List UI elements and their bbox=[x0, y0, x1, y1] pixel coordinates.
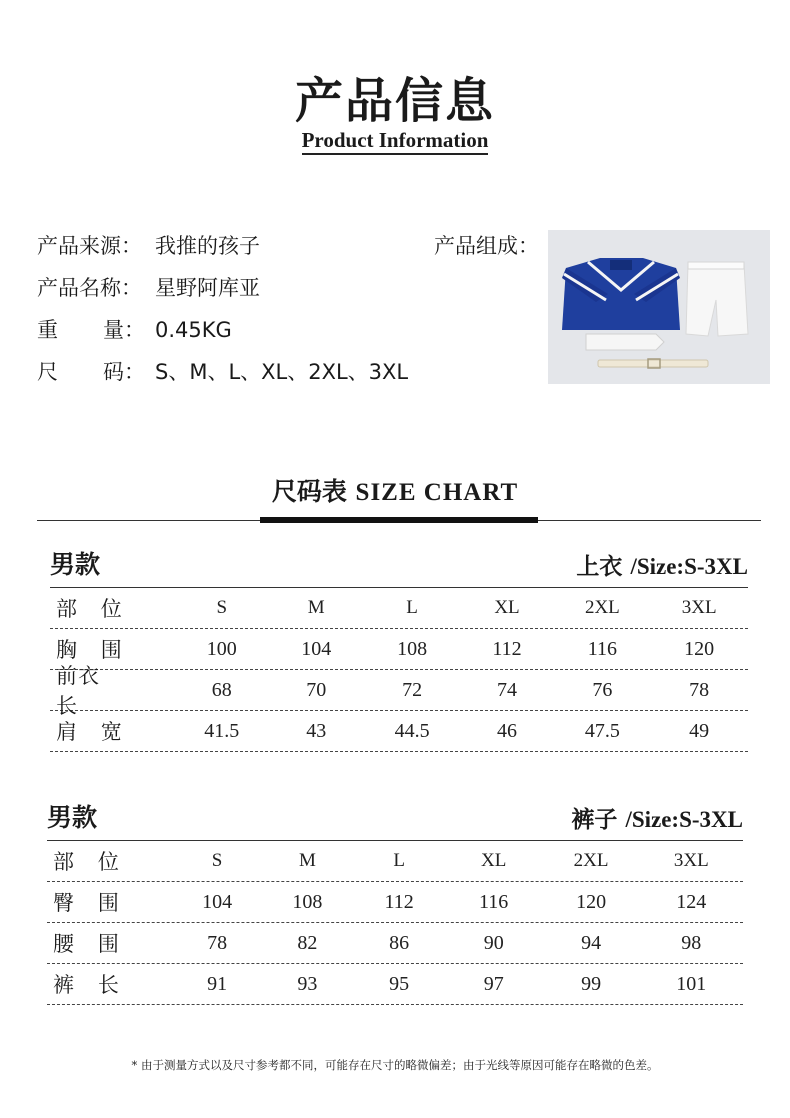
uniform-pants-shape bbox=[686, 264, 748, 336]
cell: 74 bbox=[496, 678, 517, 701]
cell: 112 bbox=[492, 637, 522, 660]
row-label bbox=[47, 846, 119, 876]
cell: 76 bbox=[592, 678, 613, 701]
row-label-b: 围 bbox=[97, 891, 119, 915]
table-row bbox=[50, 629, 748, 670]
info-weight-value: 0.45KG bbox=[155, 318, 232, 342]
size-header: S bbox=[216, 597, 228, 618]
cell: 112 bbox=[384, 890, 414, 913]
cell: 70 bbox=[306, 678, 327, 701]
pants-table-gender: 男款 bbox=[47, 803, 98, 832]
top-table-gender: 男款 bbox=[50, 550, 101, 579]
pants-table-range: /Size:S-3XL bbox=[625, 807, 743, 832]
top-table-category: 上衣 bbox=[576, 553, 623, 580]
row-label-a: 肩 bbox=[56, 720, 77, 744]
cell: 94 bbox=[581, 931, 602, 954]
info-size-label-b: 码： bbox=[103, 360, 145, 384]
row-label bbox=[47, 928, 119, 958]
row-label bbox=[47, 887, 119, 917]
info-source-row bbox=[37, 230, 260, 260]
page-subtitle-text: Product Information bbox=[302, 128, 489, 155]
cell: 78 bbox=[207, 931, 228, 954]
cell: 124 bbox=[676, 890, 707, 913]
cell: 120 bbox=[684, 637, 715, 660]
divider-thick bbox=[260, 517, 538, 523]
row-label: 前衣长 bbox=[56, 664, 100, 718]
row-label-b: 长 bbox=[97, 973, 119, 997]
cell: 68 bbox=[211, 678, 232, 701]
size-header: M bbox=[298, 850, 316, 871]
info-source-label: 产品来源： bbox=[37, 234, 142, 258]
footnote: * 由于测量方式以及尺寸参考都不同，可能存在尺寸的略微偏差；由于光线等原因可能存在略微的色差。 bbox=[131, 1058, 659, 1072]
cell: 98 bbox=[681, 931, 702, 954]
cell: 93 bbox=[297, 972, 318, 995]
pants-table-category: 裤子 bbox=[571, 806, 618, 833]
cell: 82 bbox=[297, 931, 318, 954]
row-label-b: 围 bbox=[97, 932, 119, 956]
size-header: 3XL bbox=[681, 597, 717, 618]
row-label-a: 腰 bbox=[53, 932, 74, 956]
product-photo-drawing bbox=[548, 230, 770, 384]
cell: 108 bbox=[292, 890, 323, 913]
table-row bbox=[47, 964, 743, 1005]
info-size-label bbox=[37, 356, 145, 386]
top-table-header bbox=[50, 548, 748, 588]
top-size-table bbox=[50, 548, 748, 752]
size-header: S bbox=[211, 850, 223, 871]
row-label bbox=[50, 593, 122, 623]
top-table-size-range bbox=[576, 548, 748, 581]
cell: 86 bbox=[389, 931, 410, 954]
size-header: 3XL bbox=[673, 850, 709, 871]
table-row bbox=[50, 711, 748, 752]
info-source-value: 我推的孩子 bbox=[155, 234, 260, 258]
cell: 95 bbox=[389, 972, 410, 995]
belt-shape bbox=[598, 360, 708, 367]
row-label-a: 部 bbox=[56, 597, 77, 621]
top-table-range: /Size:S-3XL bbox=[630, 554, 748, 579]
info-size-row bbox=[37, 356, 408, 386]
size-header: XL bbox=[494, 597, 520, 618]
cell: 72 bbox=[402, 678, 423, 701]
info-size-label-a: 尺 bbox=[37, 360, 58, 384]
row-label-a: 部 bbox=[53, 850, 74, 874]
row-label-a: 胸 bbox=[56, 638, 77, 662]
table-row bbox=[50, 588, 748, 629]
info-name-label: 产品名称： bbox=[37, 276, 142, 300]
size-header: XL bbox=[481, 850, 507, 871]
composition-label: 产品组成： bbox=[434, 234, 539, 258]
product-photo bbox=[548, 230, 770, 384]
size-header: L bbox=[393, 850, 405, 871]
size-chart-title-en: SIZE CHART bbox=[355, 479, 519, 506]
row-label bbox=[47, 969, 119, 999]
row-label-b: 位 bbox=[97, 850, 119, 874]
info-weight-row bbox=[37, 314, 232, 344]
cell: 100 bbox=[206, 637, 237, 660]
row-label-a: 臀 bbox=[53, 891, 74, 915]
table-row bbox=[47, 841, 743, 882]
row-label-b: 围 bbox=[100, 638, 122, 662]
cell: 116 bbox=[479, 890, 509, 913]
size-chart-title bbox=[0, 472, 790, 508]
cell: 116 bbox=[587, 637, 617, 660]
cell: 44.5 bbox=[394, 719, 430, 742]
row-label bbox=[50, 716, 122, 746]
size-chart-title-cn: 尺码表 bbox=[271, 477, 347, 506]
size-header: M bbox=[307, 597, 325, 618]
info-name-value: 星野阿库亚 bbox=[155, 276, 260, 300]
cell: 97 bbox=[483, 972, 504, 995]
cell: 90 bbox=[483, 931, 504, 954]
row-label-a: 裤 bbox=[53, 973, 74, 997]
cell: 46 bbox=[496, 719, 517, 742]
size-header: 2XL bbox=[584, 597, 620, 618]
cell: 99 bbox=[581, 972, 602, 995]
tie-shape bbox=[586, 334, 664, 350]
cell: 104 bbox=[301, 637, 332, 660]
info-size-value: S、M、L、XL、2XL、3XL bbox=[155, 360, 409, 384]
cell: 101 bbox=[676, 972, 707, 995]
cell: 104 bbox=[202, 890, 233, 913]
size-header: 2XL bbox=[573, 850, 609, 871]
table-row bbox=[47, 882, 743, 923]
row-label-b: 宽 bbox=[100, 720, 122, 744]
info-weight-label-b: 量： bbox=[103, 318, 145, 342]
info-weight-label-a: 重 bbox=[37, 318, 58, 342]
page-title: 产品信息 bbox=[294, 73, 495, 129]
info-name-row bbox=[37, 272, 260, 302]
table-row bbox=[47, 923, 743, 964]
pants-table-header bbox=[47, 801, 743, 841]
cell: 108 bbox=[397, 637, 428, 660]
cell: 47.5 bbox=[584, 719, 620, 742]
pants-table-size-range bbox=[571, 801, 743, 834]
cell: 49 bbox=[689, 719, 710, 742]
cell: 41.5 bbox=[204, 719, 240, 742]
size-header: L bbox=[406, 597, 418, 618]
cell: 91 bbox=[207, 972, 228, 995]
table-row bbox=[50, 664, 748, 718]
pants-size-table bbox=[47, 801, 743, 1005]
cell: 43 bbox=[306, 719, 327, 742]
cell: 120 bbox=[576, 890, 607, 913]
row-label-b: 位 bbox=[100, 597, 122, 621]
info-weight-label bbox=[37, 314, 145, 344]
cell: 78 bbox=[689, 678, 710, 701]
page-subtitle bbox=[0, 128, 790, 153]
